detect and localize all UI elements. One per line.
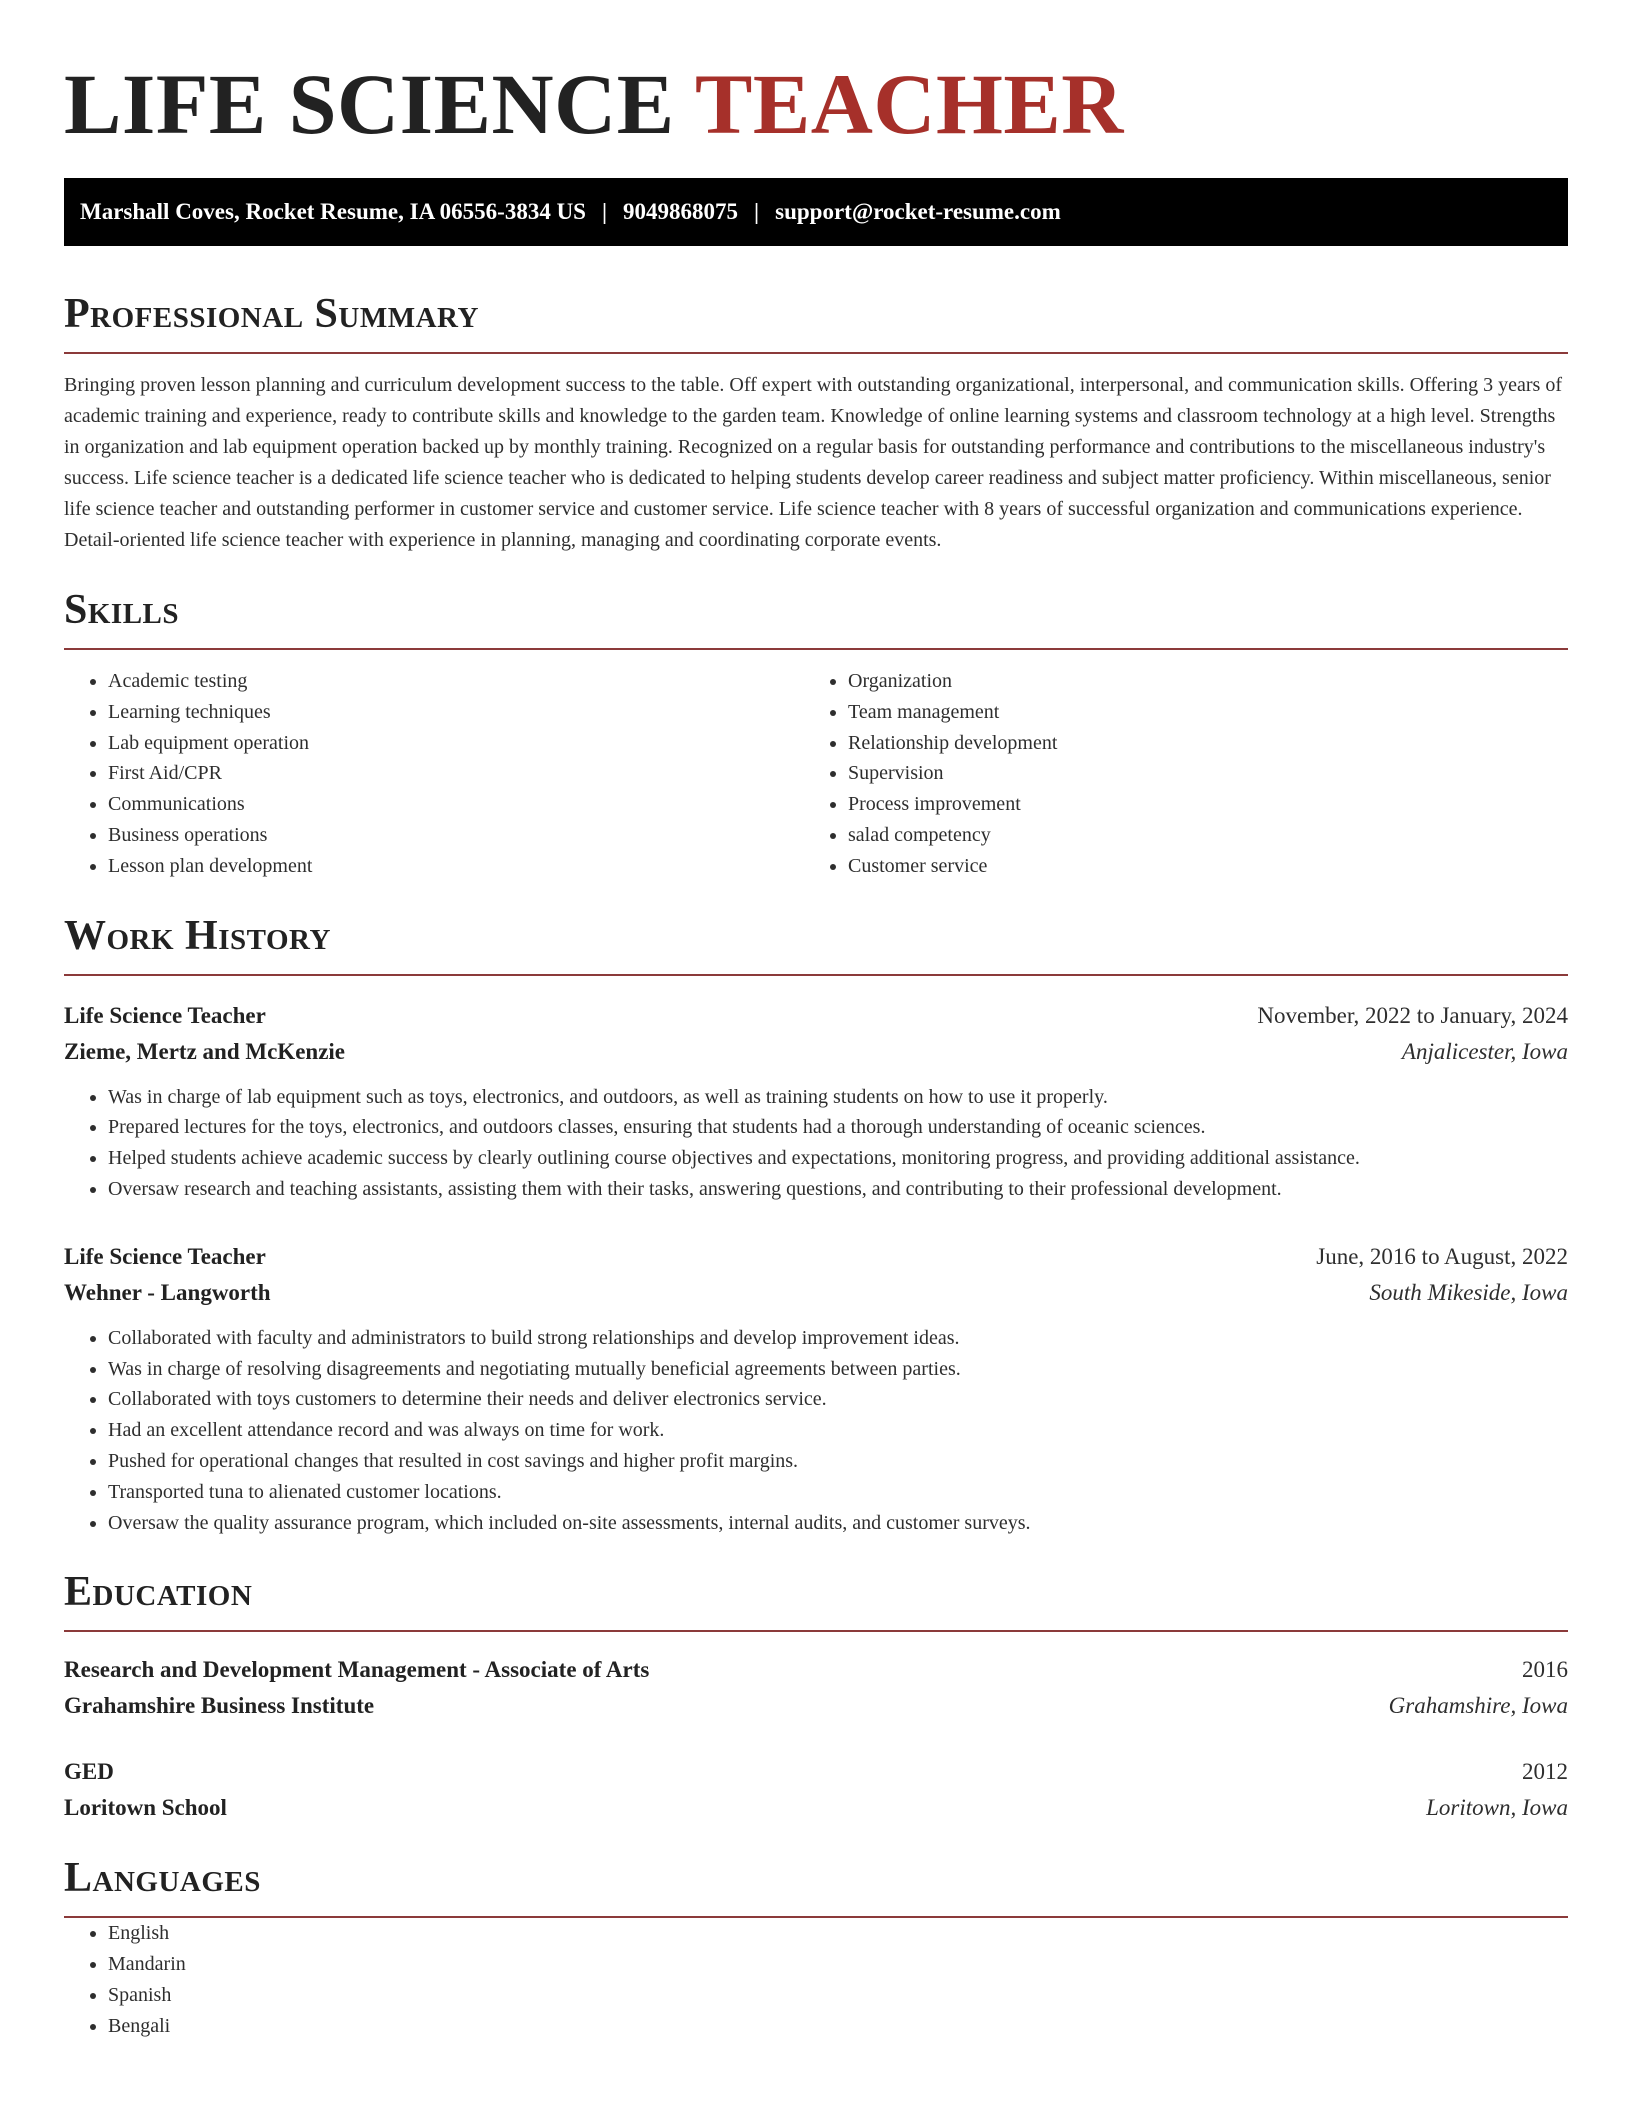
- skills-list-left: [64, 666, 804, 882]
- education-school-row: [64, 1688, 1568, 1724]
- job-duty: • Helped students achieve academic success by clearly outlining course objectives and expectations, monitoring progress, and providing additional assistance.: [108, 1143, 1568, 1174]
- contact-bar: [64, 178, 1568, 246]
- job-entry: [64, 998, 1568, 1205]
- job-company-row: [64, 1034, 1568, 1070]
- title-main: LIFE SCIENCE: [64, 56, 675, 152]
- language-item: • English: [108, 1918, 1568, 1949]
- languages-section: [64, 1854, 1568, 2041]
- education-school: Loritown School: [64, 1795, 227, 1821]
- job-duty: • Transported tuna to alienated customer locations.: [108, 1477, 1568, 1508]
- contact-separator: |: [601, 199, 608, 224]
- skill-item: • salad competency: [848, 820, 1544, 851]
- education-entry: [64, 1652, 1568, 1724]
- skill-item: • First Aid/CPR: [108, 758, 804, 789]
- job-duties-list: [64, 1082, 1568, 1205]
- education-degree-row: [64, 1652, 1568, 1688]
- contact-separator: |: [754, 199, 760, 224]
- job-location: South Mikeside, Iowa: [1369, 1279, 1568, 1305]
- job-location: Anjalicester, Iowa: [1401, 1038, 1568, 1064]
- job-company: Zieme, Mertz and McKenzie: [64, 1038, 345, 1064]
- skill-item: • Team management: [848, 697, 1544, 728]
- job-duty: • Prepared lectures for the toys, electronics, and outdoors classes, ensuring that students had a thorough understanding of oceanic sciences.: [108, 1112, 1568, 1143]
- education-year: 2016: [1522, 1657, 1568, 1683]
- education-degree: GED: [64, 1759, 114, 1785]
- skills-list-right: [804, 666, 1544, 882]
- job-duty: • Collaborated with toys customers to determine their needs and deliver electronics service.: [108, 1384, 1568, 1415]
- skill-item: • Academic testing: [108, 666, 804, 697]
- summary-section: [64, 290, 1568, 556]
- job-title: Life Science Teacher: [64, 1243, 266, 1269]
- languages-list: [64, 1918, 1568, 2041]
- education-school: Grahamshire Business Institute: [64, 1693, 375, 1719]
- education-degree-row: [64, 1754, 1568, 1790]
- job-duty: • Collaborated with faculty and administrators to build strong relationships and develop improvement ideas.: [108, 1323, 1568, 1354]
- work-history-section: [64, 912, 1568, 1539]
- language-item: • Spanish: [108, 1980, 1568, 2011]
- job-title: Life Science Teacher: [64, 1002, 266, 1028]
- contact-address: Marshall Coves, Rocket Resume, IA 06556-3834 US: [80, 199, 586, 224]
- job-duty: • Oversaw the quality assurance program, which included on-site assessments, internal audits, and customer surveys.: [108, 1508, 1568, 1539]
- education-location: Grahamshire, Iowa: [1388, 1693, 1568, 1719]
- contact-email[interactable]: support@rocket-resume.com: [775, 199, 1061, 224]
- job-dates: November, 2022 to January, 2024: [1257, 1002, 1568, 1028]
- skill-item: • Business operations: [108, 820, 804, 851]
- job-duty: • Had an excellent attendance record and was always on time for work.: [108, 1415, 1568, 1446]
- contact-phone[interactable]: 9049868075: [623, 199, 739, 224]
- education-location: Loritown, Iowa: [1426, 1795, 1568, 1821]
- job-dates: June, 2016 to August, 2022: [1316, 1243, 1568, 1269]
- language-item: • Mandarin: [108, 1949, 1568, 1980]
- job-title-row: [64, 1239, 1568, 1275]
- skills-grid: [64, 666, 1568, 882]
- education-entry: [64, 1754, 1568, 1826]
- job-duty: • Pushed for operational changes that resulted in cost savings and higher profit margins.: [108, 1446, 1568, 1477]
- section-heading-summary: Professional Summary: [64, 291, 479, 337]
- section-heading-skills: Skills: [64, 587, 180, 633]
- education-section: [64, 1568, 1568, 1826]
- job-entry: [64, 1239, 1568, 1539]
- language-item: • Bengali: [108, 2011, 1568, 2042]
- skill-item: • Communications: [108, 789, 804, 820]
- skill-item: • Lab equipment operation: [108, 728, 804, 759]
- section-heading-languages: Languages: [64, 1855, 261, 1902]
- skill-item: • Customer service: [848, 851, 1544, 882]
- job-duty: • Was in charge of resolving disagreements and negotiating mutually beneficial agreements between parties.: [108, 1354, 1568, 1385]
- job-duties-list: [64, 1323, 1568, 1539]
- section-divider: [64, 352, 1568, 354]
- section-divider: [64, 974, 1568, 976]
- skill-item: • Supervision: [848, 758, 1544, 789]
- job-company: Wehner - Langworth: [64, 1279, 271, 1305]
- section-heading-work-history: Work History: [64, 912, 331, 959]
- job-duty: • Was in charge of lab equipment such as toys, electronics, and outdoors, as well as training students on how to use it properly.: [108, 1082, 1568, 1113]
- skills-section: [64, 586, 1568, 882]
- job-title-row: [64, 998, 1568, 1034]
- education-degree: Research and Development Management - Associate of Arts: [64, 1657, 650, 1683]
- summary-text: Bringing proven lesson planning and curriculum development success to the table. Off expert with outstanding organizational, interpersonal, and communication skills. Offering 3 years of academic training and experience, ready to contribute skills and knowledge to the garden team. Knowledge of online learning systems and classroom technology at a high level. Strengths in organization and lab equipment operation backed up by monthly training. Recognized on a regular basis for outstanding performance and contributions to the miscellaneous industry's success. Life science teacher is a dedicated life science teacher who is dedicated to helping students develop career readiness and subject matter proficiency. Within miscellaneous, senior life science teacher and outstanding performer in customer service and customer service. Life science teacher with 8 years of successful organization and communications experience. Detail-oriented life science teacher with experience in planning, managing and coordinating corporate events.: [64, 374, 1562, 551]
- skill-item: • Process improvement: [848, 789, 1544, 820]
- job-company-row: [64, 1275, 1568, 1311]
- skill-item: • Organization: [848, 666, 1544, 697]
- resume-title: [64, 56, 1568, 152]
- section-divider: [64, 648, 1568, 650]
- title-accent: TEACHER: [695, 56, 1124, 152]
- section-divider: [64, 1630, 1568, 1632]
- skill-item: • Learning techniques: [108, 697, 804, 728]
- job-duty: • Oversaw research and teaching assistants, assisting them with their tasks, answering questions, and contributing to their professional development.: [108, 1174, 1568, 1205]
- section-heading-education: Education: [64, 1569, 253, 1616]
- skill-item: • Lesson plan development: [108, 851, 804, 882]
- education-year: 2012: [1522, 1759, 1568, 1785]
- skill-item: • Relationship development: [848, 728, 1544, 759]
- education-school-row: [64, 1790, 1568, 1826]
